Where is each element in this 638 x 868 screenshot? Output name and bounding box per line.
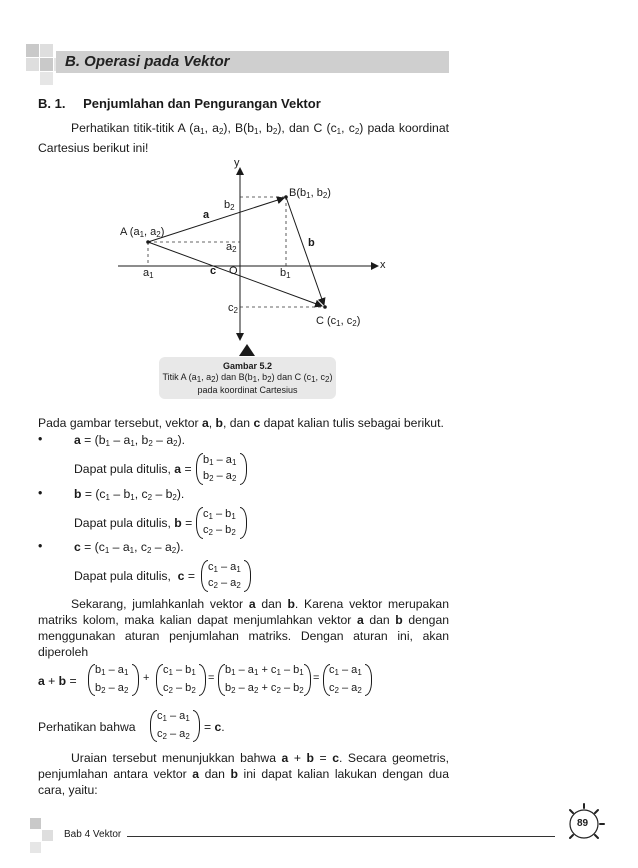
page-number-badge bbox=[560, 800, 620, 850]
sum-matrix-row1: $b_1 - a_1 + c_1 - b_1$ bbox=[225, 664, 304, 677]
alt-1-text: Dapat pula ditulis, a = bbox=[74, 462, 192, 476]
sum-matrix-row2: $b_2 - a_2 + c_2 - b_2$ bbox=[225, 682, 304, 695]
point-a-label: A ($a_1$, $a_2$) bbox=[120, 226, 165, 239]
point-b-label: $B(b_1$, $b_2$) bbox=[289, 187, 331, 200]
tick-b2: $b_2$ bbox=[224, 199, 235, 212]
tick-b1: $b_1$ bbox=[280, 267, 291, 280]
x-axis-label: x bbox=[380, 259, 386, 271]
bullet-3-text: $c = (c_1 - a_1$, $c_2 - a_2$). bbox=[74, 540, 184, 555]
notice-rhs: = c. bbox=[204, 720, 225, 734]
bullet-2-text: $b = (c_1 - b_1$, $c_2 - b_2$). bbox=[74, 487, 185, 502]
tick-a2: $a_2$ bbox=[226, 241, 237, 254]
matrix-b-row1: $c_1 - b_1$ bbox=[203, 508, 236, 521]
footer-chapter: Bab 4 Vektor bbox=[64, 829, 122, 840]
bullet-3-dot: • bbox=[38, 539, 43, 553]
matrix-c-row2: $c_2 - a_2$ bbox=[208, 577, 241, 590]
vector-a-label: a bbox=[203, 209, 210, 221]
matrix-a-row2: $b_2 - a_2$ bbox=[203, 470, 237, 483]
alt-2-text: Dapat pula ditulis, b = bbox=[74, 516, 193, 530]
matrix-a-row1: $b_1 - a_1$ bbox=[203, 454, 237, 467]
alt-3-text: Dapat pula ditulis, c = bbox=[74, 569, 195, 583]
vector-a bbox=[148, 198, 284, 242]
notice-text: Perhatikan bahwa bbox=[38, 720, 136, 734]
tick-a1: $a_1$ bbox=[143, 267, 154, 280]
vector-c-label: c bbox=[210, 265, 217, 277]
caption-pointer bbox=[239, 344, 255, 356]
vector-b-label: b bbox=[308, 237, 315, 249]
subsection-title: Penjumlahan dan Pengurangan Vektor bbox=[83, 96, 321, 111]
tick-c2: $c_2$ bbox=[228, 302, 238, 315]
sum-paragraph: Sekarang, jumlahkanlah vektor a dan b. Karena vektor merupakan matriks kolom, maka kalian dapat menjumlahkan vektor a dan b dengan menggunakan aturan penjumlahan matriks. Dengan aturan ini, akan diperoleh bbox=[38, 597, 450, 659]
vector-b bbox=[286, 197, 324, 305]
bullet-2-dot: • bbox=[38, 486, 43, 500]
y-axis-label: y bbox=[234, 157, 240, 169]
origin-label: O bbox=[229, 265, 238, 277]
caption-line1: Titik A ($a_1$, $a_2$) dan $B(b_1$, $b_2$) dan C ($c_1$, $c_2$) bbox=[162, 372, 333, 384]
sum-lhs: a + b = bbox=[38, 674, 77, 688]
point-c-label: C ($c_1$, $c_2$) bbox=[316, 315, 361, 328]
intro-paragraph: Perhatikan titik-titik A ($a_1$, $a_2$), $B(b_1$, $b_2$), dan C ($c_1$, $c_2$) pada koordinat Cartesius berikut ini! bbox=[38, 121, 449, 155]
figure-caption bbox=[159, 357, 336, 399]
section-title: B. Operasi pada Vektor bbox=[65, 53, 230, 70]
caption-line2: pada koordinat Cartesius bbox=[197, 385, 298, 395]
footer-rule bbox=[127, 836, 555, 837]
matrix-b-row2: $c_2 - b_2$ bbox=[203, 524, 236, 537]
bullet-1-text: $a = (b_1 - a_1$, $b_2 - a_2$). bbox=[74, 433, 186, 448]
conclusion-paragraph: Uraian tersebut menunjukkan bahwa a + b = c. Secara geometris, penjumlahan antara vektor a dan b ini dapat kalian lakukan dengan dua cara, yaitu: bbox=[38, 751, 449, 797]
lead-paragraph: Pada gambar tersebut, vektor a, b, dan c dapat kalian tulis sebagai berikut. bbox=[38, 416, 444, 430]
page-number: 89 bbox=[577, 818, 589, 829]
matrix-c-row1: $c_1 - a_1$ bbox=[208, 561, 241, 574]
subsection-number: B. 1. bbox=[38, 96, 66, 111]
bullet-1-dot: • bbox=[38, 432, 43, 446]
caption-title: Gambar 5.2 bbox=[222, 361, 273, 371]
